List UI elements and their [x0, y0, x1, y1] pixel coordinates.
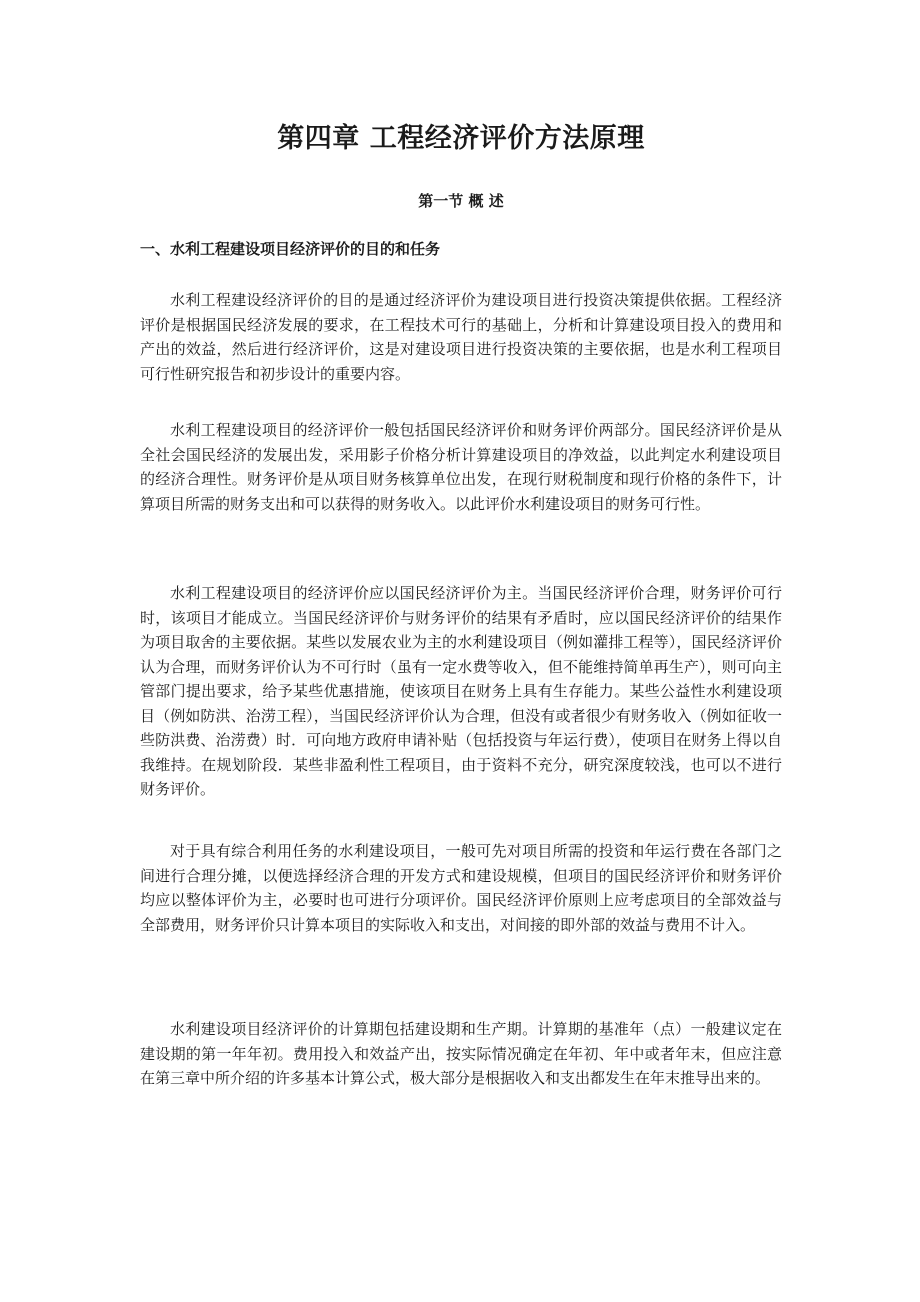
subheading: 一、水利工程建设项目经济评价的目的和任务	[140, 240, 441, 258]
paragraph: 水利工程建设项目的经济评价应以国民经济评价为主。当国民经济评价合理，财务评价可行时，该项目才能成立。当国民经济评价与财务评价的结果有矛盾时，应以国民经济评价的结果作为项目取舍的主要依据。某些以发展农业为主的水利建设项目（例如灌排工程等），国民经济评价认为合理，而财务评价认为不可行时（虽有一定水费等收入，但不能维持简单再生产），则可向主管部门提出要求，给予某些优惠措施，使该项目在财务上具有生存能力。某些公益性水利建设项目（例如防洪、治涝工程），当国民经济评价认为合理，但没有或者很少有财务收入（例如征收一些防洪费、治涝费）时．可向地方政府申请补贴（包括投资与年运行费），使项目在财务上得以自我维持。在规划阶段．某些非盈利性工程项目，由于资料不充分，研究深度较浅，也可以不进行财务评价。	[140, 584, 782, 798]
paragraph: 对于具有综合利用任务的水利建设项目，一般可先对项目所需的投资和年运行费在各部门之间进行合理分摊，以便选择经济合理的开发方式和建设规模，但项目的国民经济评价和财务评价均应以整体评价为主，必要时也可进行分项评价。国民经济评价原则上应考虑项目的全部效益与全部费用，财务评价只计算本项目的实际收入和支出，对间接的即外部的效益与费用不计入。	[140, 842, 782, 934]
paragraph: 水利建设项目经济评价的计算期包括建设期和生产期。计算期的基准年（点）一般建议定在建设期的第一年年初。费用投入和效益产出，按实际情况确定在年初、年中或者年末，但应注意在第三章中所介绍的许多基本计算公式，极大部分是根据收入和支出都发生在年末推导出来的。	[140, 1020, 782, 1087]
chapter-title: 第四章 工程经济评价方法原理	[277, 123, 645, 154]
paragraph: 水利工程建设经济评价的目的是通过经济评价为建设项目进行投资决策提供依据。工程经济评价是根据国民经济发展的要求，在工程技术可行的基础上，分析和计算建设项目投入的费用和产出的效益，然后进行经济评价，这是对建设项目进行投资决策的主要依据，也是水利工程项目可行性研究报告和初步设计的重要内容。	[140, 291, 782, 383]
paragraph: 水利工程建设项目的经济评价一般包括国民经济评价和财务评价两部分。国民经济评价是从全社会国民经济的发展出发，采用影子价格分析计算建设项目的净效益，以此判定水利建设项目的经济合理性。财务评价是从项目财务核算单位出发，在现行财税制度和现行价格的条件下，计算项目所需的财务支出和可以获得的财务收入。以此评价水利建设项目的财务可行性。	[140, 421, 782, 513]
section-title: 第一节 概 述	[418, 192, 504, 210]
